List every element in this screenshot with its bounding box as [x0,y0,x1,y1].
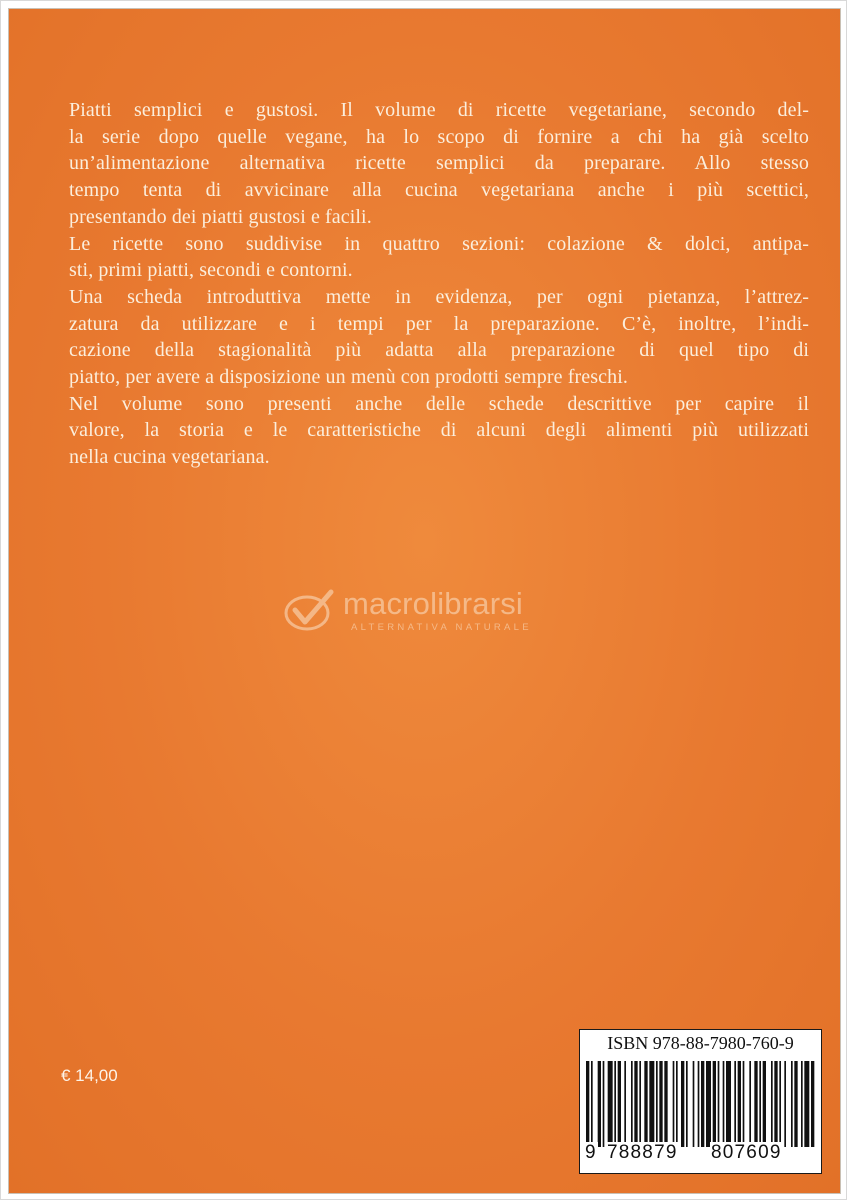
cover-blurb [69,97,809,471]
blurb-line: un’alimentazione alternativa ricette semplici da preparare. Allo stesso [69,152,809,175]
blurb-paragraph-3 [69,284,809,391]
blurb-line: la serie dopo quelle vegane, ha lo scopo di fornire a chi ha già scelto [69,125,809,148]
blurb-line: zatura da utilizzare e i tempi per la preparazione. C’è, inoltre, l’indi- [69,312,809,335]
ean-left-digits: 788879 [607,1142,678,1163]
blurb-line: tempo tenta di avvicinare alla cucina vegetariana anche i più scettici, [69,179,809,202]
price-label: € 14,00 [61,1066,118,1085]
isbn-barcode [579,1029,822,1174]
blurb-line: Piatti semplici e gustosi. Il volume di ricette vegetariane, secondo del- [69,99,809,121]
watermark-brand-name: macrolibrarsi [343,586,524,621]
blurb-line: Le ricette sono suddivise in quattro sezioni: colazione & dolci, antipa- [69,232,809,255]
blurb-paragraph-1 [69,97,809,231]
blurb-line: nella cucina vegetariana. [69,446,270,469]
blurb-paragraph-2 [69,231,809,284]
blurb-line: Nel volume sono presenti anche delle schede descrittive per capire il [69,392,809,415]
blurb-line: piatto, per avere a disposizione un menù con prodotti sempre freschi. [69,366,628,389]
blurb-line: Una scheda introduttiva mette in evidenza, per ogni pietanza, l’attrez- [69,285,809,308]
ean-first-digit: 9 [585,1142,597,1163]
blurb-paragraph-4 [69,391,809,471]
macrolibrarsi-watermark [281,584,581,644]
barcode-bars [586,1061,816,1147]
ean-digits [584,1142,818,1170]
blurb-line: sti, primi piatti, secondi e contorni. [69,259,353,282]
blurb-line: presentando dei piatti gustosi e facili. [69,205,372,228]
book-back-cover [8,8,841,1194]
ean-right-digits: 807609 [711,1142,782,1163]
blurb-line: valore, la storia e le caratteristiche di alcuni degli alimenti più utilizzati [69,419,809,442]
leaf-check-icon [281,586,337,634]
isbn-number: ISBN 978-88-7980-760-9 [607,1033,794,1053]
watermark-tagline: ALTERNATIVA NATURALE [351,622,532,633]
blurb-line: cazione della stagionalità più adatta alla preparazione di quel tipo di [69,339,809,362]
